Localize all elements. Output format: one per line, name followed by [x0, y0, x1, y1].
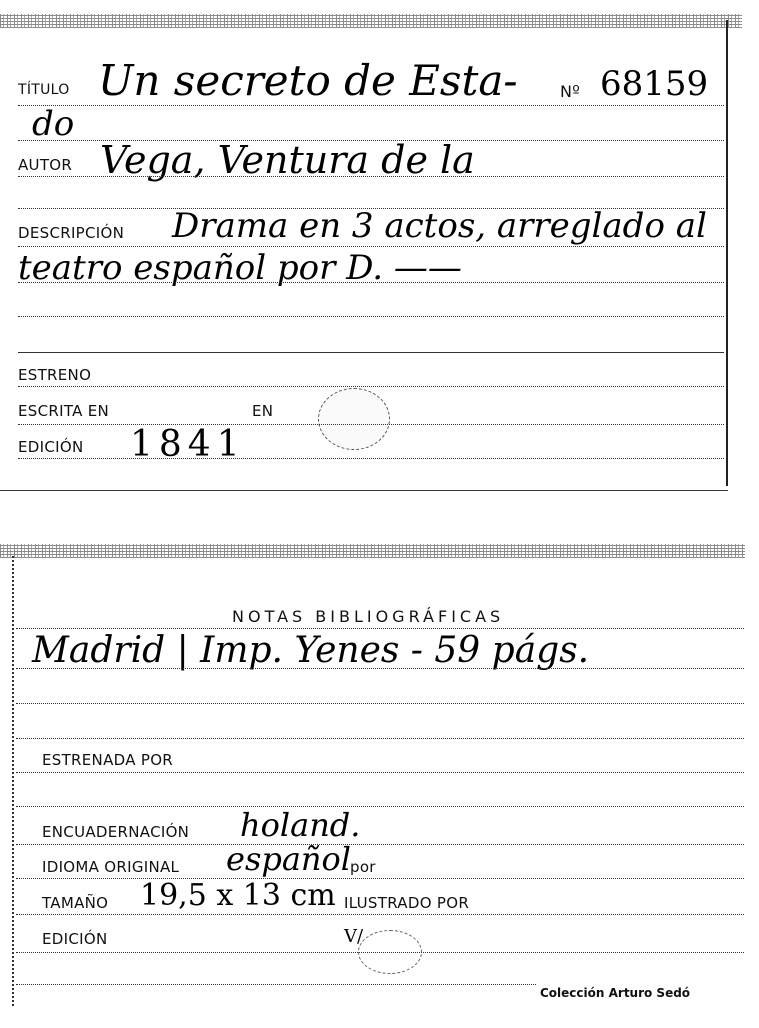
- rule: [16, 984, 536, 985]
- rule: [16, 703, 744, 704]
- descripcion-value-line2: teatro español por D. ——: [18, 248, 462, 288]
- edicion-label-back: EDICIÓN: [42, 930, 108, 948]
- paper-stain: [318, 388, 390, 450]
- card-edge-speckle: [0, 14, 742, 28]
- numero-value: 68159: [600, 64, 709, 104]
- rule: [16, 668, 744, 669]
- rule: [18, 176, 724, 177]
- rule: [16, 628, 744, 629]
- escrita-en-label: ESCRITA EN: [18, 402, 110, 420]
- estreno-label: ESTRENO: [18, 366, 92, 384]
- rule: [18, 246, 724, 247]
- card-bottom-edge: [0, 490, 728, 491]
- rule: [18, 352, 724, 353]
- rule: [18, 282, 724, 283]
- notas-title: NOTAS BIBLIOGRÁFICAS: [232, 607, 505, 626]
- rule: [16, 806, 744, 807]
- tamano-label: TAMAÑO: [42, 894, 109, 912]
- card-edge-speckle: [0, 544, 745, 558]
- titulo-label: TÍTULO: [18, 82, 70, 98]
- en-label: EN: [252, 402, 274, 420]
- titulo-continuation: do: [32, 104, 75, 144]
- estrenada-por-label: ESTRENADA POR: [42, 751, 174, 769]
- descripcion-value-line1: Drama en 3 actos, arreglado al: [172, 206, 707, 246]
- rule: [18, 424, 724, 425]
- titulo-value: Un secreto de Esta-: [98, 56, 518, 105]
- idioma-original-label: IDIOMA ORIGINAL: [42, 858, 180, 876]
- ilustrado-por-label: ILUSTRADO POR: [344, 894, 470, 912]
- notas-value: Madrid | Imp. Yenes - 59 págs.: [32, 630, 590, 671]
- autor-label: AUTOR: [18, 156, 73, 174]
- edicion-value: 1841: [130, 424, 246, 465]
- por-label: por: [350, 858, 376, 876]
- edicion-label: EDICIÓN: [18, 438, 84, 456]
- encuadernacion-value: holand.: [240, 806, 361, 844]
- rule: [16, 738, 744, 739]
- rule: [16, 772, 744, 773]
- rule: [18, 316, 724, 317]
- card-border: [726, 20, 728, 486]
- rule: [16, 914, 744, 915]
- descripcion-label: DESCRIPCIÓN: [18, 224, 125, 242]
- numero-label: Nº: [560, 82, 581, 101]
- autor-value: Vega, Ventura de la: [100, 138, 475, 182]
- rule: [16, 878, 744, 879]
- tamano-value: 19,5 x 13 cm: [140, 878, 336, 913]
- rule: [18, 105, 724, 106]
- edicion-value-back: V/: [344, 926, 364, 947]
- rule: [18, 386, 724, 387]
- encuadernacion-label: ENCUADERNACIÓN: [42, 823, 190, 841]
- idioma-original-value: español: [226, 840, 352, 878]
- rule: [16, 952, 744, 953]
- card-border: [12, 556, 16, 1006]
- rule: [16, 844, 744, 845]
- coleccion-imprint: Colección Arturo Sedó: [540, 986, 691, 1000]
- rule: [18, 458, 724, 459]
